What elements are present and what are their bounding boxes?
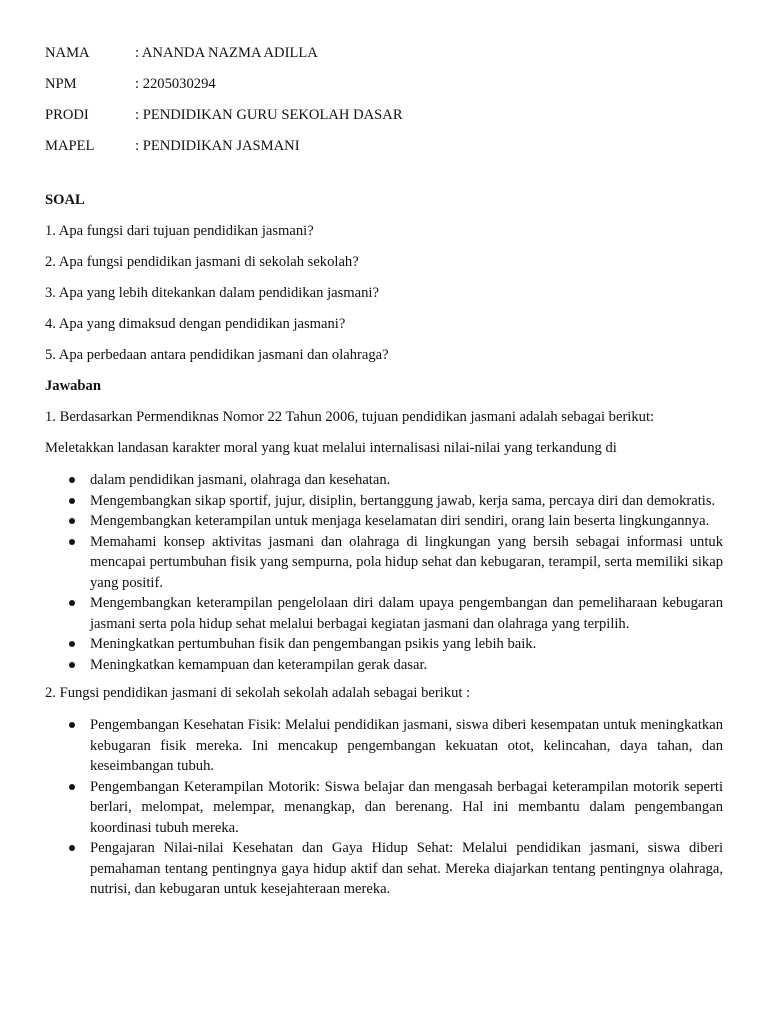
- question-item: 4. Apa yang dimaksud dengan pendidikan jasmani?: [45, 316, 346, 332]
- list-item: Mengembangkan keterampilan untuk menjaga keselamatan diri sendiri, orang lain beserta lingkungannya.: [45, 511, 723, 532]
- identity-row-npm: [45, 75, 723, 106]
- jawaban-heading: Jawaban: [45, 378, 101, 394]
- list-item: Pengajaran Nilai-nilai Kesehatan dan Gaya Hidup Sehat: Melalui pendidikan jasmani, siswa diberi pemahaman tentang pentingnya gaya hidup aktif dan sehat. Mereka diajarkan tentang pentingnya olahraga, nutrisi, dan kebugaran untuk kesejahteraan mereka.: [45, 838, 723, 900]
- list-item: Meningkatkan pertumbuhan fisik dan pengembangan psikis yang lebih baik.: [45, 634, 723, 655]
- question-list: [45, 222, 723, 377]
- soal-heading: SOAL: [45, 192, 85, 208]
- list-item: Mengembangkan sikap sportif, jujur, disiplin, bertanggung jawab, kerja sama, percaya diri dan demokratis.: [45, 491, 723, 512]
- identity-value: : PENDIDIKAN GURU SEKOLAH DASAR: [135, 107, 403, 123]
- list-item: dalam pendidikan jasmani, olahraga dan kesehatan.: [45, 470, 723, 491]
- identity-label: MAPEL: [45, 138, 95, 154]
- answer1-lead: Meletakkan landasan karakter moral yang kuat melalui internalisasi nilai-nilai yang terkandung di: [45, 440, 617, 456]
- list-item: Memahami konsep aktivitas jasmani dan olahraga di lingkungan yang bersih sebagai informasi untuk mencapai pertumbuhan fisik yang sempurna, pola hidup sehat dan kebugaran, terampil, serta memiliki sikap yang positif.: [45, 532, 723, 594]
- list-item: Meningkatkan kemampuan dan keterampilan gerak dasar.: [45, 655, 723, 676]
- question-item: 3. Apa yang lebih ditekankan dalam pendidikan jasmani?: [45, 285, 379, 301]
- answer2-list: [45, 715, 723, 900]
- list-item: Pengembangan Kesehatan Fisik: Melalui pendidikan jasmani, siswa diberi kesempatan untuk meningkatkan kebugaran fisik mereka. Ini mencakup pengembangan kekuatan otot, kelincahan, daya tahan, dan keseimbangan tubuh.: [45, 715, 723, 777]
- answer1-intro: 1. Berdasarkan Permendiknas Nomor 22 Tahun 2006, tujuan pendidikan jasmani adalah sebagai berikut:: [45, 409, 655, 425]
- list-item: Mengembangkan keterampilan pengelolaan diri dalam upaya pengembangan dan pemeliharaan kebugaran jasmani serta pola hidup sehat melalui berbagai kegiatan jasmani dan olahraga yang terpilih.: [45, 593, 723, 634]
- answer1-list: [45, 470, 723, 675]
- identity-row-nama: [45, 44, 723, 75]
- identity-value: : PENDIDIKAN JASMANI: [135, 138, 300, 154]
- identity-label: PRODI: [45, 107, 89, 123]
- answer2-intro: 2. Fungsi pendidikan jasmani di sekolah sekolah adalah sebagai berikut :: [45, 685, 471, 701]
- identity-block: [45, 44, 723, 168]
- identity-label: NAMA: [45, 45, 90, 61]
- identity-value: : 2205030294: [135, 76, 216, 92]
- question-item: 2. Apa fungsi pendidikan jasmani di sekolah sekolah?: [45, 254, 359, 270]
- identity-value: : ANANDA NAZMA ADILLA: [135, 45, 318, 61]
- document-page: [45, 44, 723, 900]
- identity-row-prodi: [45, 106, 723, 137]
- identity-label: NPM: [45, 76, 77, 92]
- list-item: Pengembangan Keterampilan Motorik: Siswa belajar dan mengasah berbagai keterampilan motorik seperti berlari, melompat, melempar, menangkap, dan berenang. Hal ini membantu dalam pengembangan koordinasi tubuh mereka.: [45, 777, 723, 839]
- question-item: 1. Apa fungsi dari tujuan pendidikan jasmani?: [45, 223, 314, 239]
- identity-row-mapel: [45, 137, 723, 168]
- question-item: 5. Apa perbedaan antara pendidikan jasmani dan olahraga?: [45, 347, 389, 363]
